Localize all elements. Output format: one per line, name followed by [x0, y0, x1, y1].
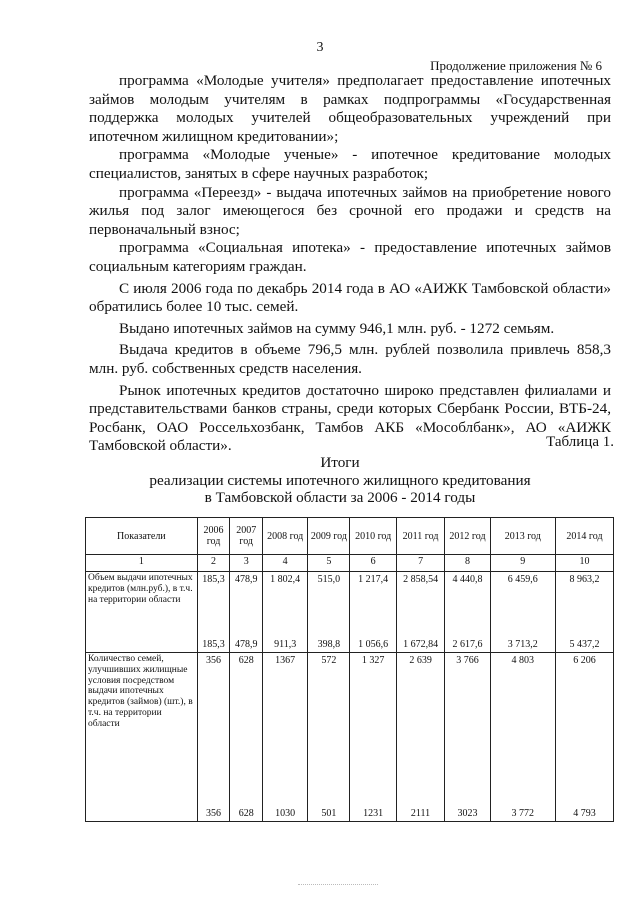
table-header: 2006 год: [197, 518, 230, 555]
results-table: [85, 517, 614, 822]
table-header: 2014 год: [555, 518, 613, 555]
cell-total: 478,9: [234, 574, 258, 585]
column-number: 1: [86, 555, 198, 572]
cell-region: 478,9: [234, 639, 258, 650]
column-number: 9: [490, 555, 555, 572]
table-title: [0, 454, 640, 507]
cell-total: 185,3: [202, 574, 225, 585]
table-header: 2009 год: [308, 518, 350, 555]
table-header: Показатели: [86, 518, 198, 555]
cell-region: 185,3: [202, 639, 225, 650]
appendix-note: Продолжение приложения № 6: [430, 58, 602, 73]
column-number: 6: [350, 555, 396, 572]
cell-total: 2 639: [409, 655, 432, 666]
body-text: [89, 72, 611, 456]
cell-region: 2 617,6: [452, 639, 483, 650]
cell-total: 2 858,54: [403, 574, 439, 585]
table-header: 2013 год: [490, 518, 555, 555]
column-number: 4: [263, 555, 308, 572]
cell-region: 628: [238, 808, 254, 819]
table-header-row: [86, 518, 614, 555]
cell-region: 356: [206, 808, 222, 819]
page-number: 3: [316, 40, 324, 55]
cell-region: 2111: [410, 808, 431, 819]
table-title-line: реализации системы ипотечного жилищного кредитования: [149, 471, 531, 489]
cell-total: 628: [238, 655, 254, 666]
cell-total: 572: [321, 655, 337, 666]
paragraph: Выдача кредитов в объеме 796,5 млн. рублей позволила привлечь 858,3 млн. руб. собственных средств населения.: [89, 341, 611, 377]
cell-total: 1 217,4: [358, 574, 389, 585]
row-label: Количество семей, улучшивших жилищные условия посредством выдачи ипотечных кредитов (займов) (шт.), в т.ч. на территории области: [86, 653, 198, 822]
table-header: 2007 год: [230, 518, 263, 555]
cell-region: 1231: [363, 808, 384, 819]
cell-total: 6 206: [573, 655, 596, 666]
cell-total: 4 440,8: [452, 574, 483, 585]
table-title-line: Итоги: [320, 454, 360, 471]
paragraph: С июля 2006 года по декабрь 2014 года в АО «АИЖК Тамбовской области» обратились более 10 тыс. семей.: [89, 279, 611, 316]
column-number: 7: [396, 555, 444, 572]
cell-region: 5 437,2: [569, 639, 600, 650]
column-number: 3: [230, 555, 263, 572]
scan-artifact: [298, 884, 378, 887]
cell-total: 4 803: [511, 655, 535, 666]
cell-region: 911,3: [274, 639, 297, 650]
cell-region: 3 772: [511, 808, 535, 819]
table-label: Таблица 1.: [546, 434, 614, 450]
cell-total: 1 327: [361, 655, 385, 666]
cell-region: 1030: [275, 808, 296, 819]
table-header: 2011 год: [396, 518, 444, 555]
paragraph: Рынок ипотечных кредитов достаточно широко представлен филиалами и представительствами банков страны, среди которых Сбербанк России, ВТБ-24, Росбанк, ОАО Россельхозбанк, Тамбов АКБ «Мособлбанк», АО «АИЖК Тамбовской области».: [89, 381, 611, 455]
paragraph: программа «Социальная ипотека» - предоставление ипотечных займов социальным категориям граждан.: [89, 239, 611, 275]
cell-total: 356: [206, 655, 222, 666]
cell-region: 501: [321, 808, 337, 819]
cell-region: 3 713,2: [507, 639, 538, 650]
column-number: 5: [308, 555, 350, 572]
column-number: 10: [555, 555, 613, 572]
paragraph: программа «Молодые учителя» предполагает предоставление ипотечных займов молодым учителям в рамках подпрограммы «Государственная поддержка молодых учителей общеобразовательных учреждений при ипотечном жилищном кредитовании»;: [89, 72, 611, 145]
cell-total: 8 963,2: [569, 574, 600, 585]
row-label: Объем выдачи ипотечных кредитов (млн.руб.), в т.ч. на территории области: [86, 572, 198, 653]
table-row: [86, 653, 614, 822]
cell-region: 398,8: [317, 639, 341, 650]
cell-total: 1 802,4: [270, 574, 301, 585]
table-row: [86, 572, 614, 653]
cell-region: 1 672,84: [403, 639, 439, 650]
cell-total: 6 459,6: [507, 574, 538, 585]
cell-total: 515,0: [317, 574, 341, 585]
table-header: 2010 год: [350, 518, 396, 555]
column-number: 8: [445, 555, 490, 572]
cell-region: 1 056,6: [358, 639, 389, 650]
table-header: 2008 год: [263, 518, 308, 555]
column-number-row: [86, 555, 614, 572]
paragraph: программа «Переезд» - выдача ипотечных займов на приобретение нового жилья под залог имеющегося без срочной его продажи и средств на первоначальный взнос;: [89, 183, 611, 238]
cell-region: 4 793: [573, 808, 596, 819]
cell-total: 3 766: [456, 655, 479, 666]
table-header: 2012 год: [445, 518, 490, 555]
cell-total: 1367: [275, 655, 296, 666]
paragraph: программа «Молодые ученые» - ипотечное кредитование молодых специалистов, занятых в сфере научных разработок;: [89, 146, 611, 182]
table-title-line: в Тамбовской области за 2006 - 2014 годы: [204, 489, 476, 506]
cell-region: 3023: [457, 808, 478, 819]
column-number: 2: [197, 555, 230, 572]
paragraph: Выдано ипотечных займов на сумму 946,1 млн. руб. - 1272 семьям.: [119, 319, 555, 337]
